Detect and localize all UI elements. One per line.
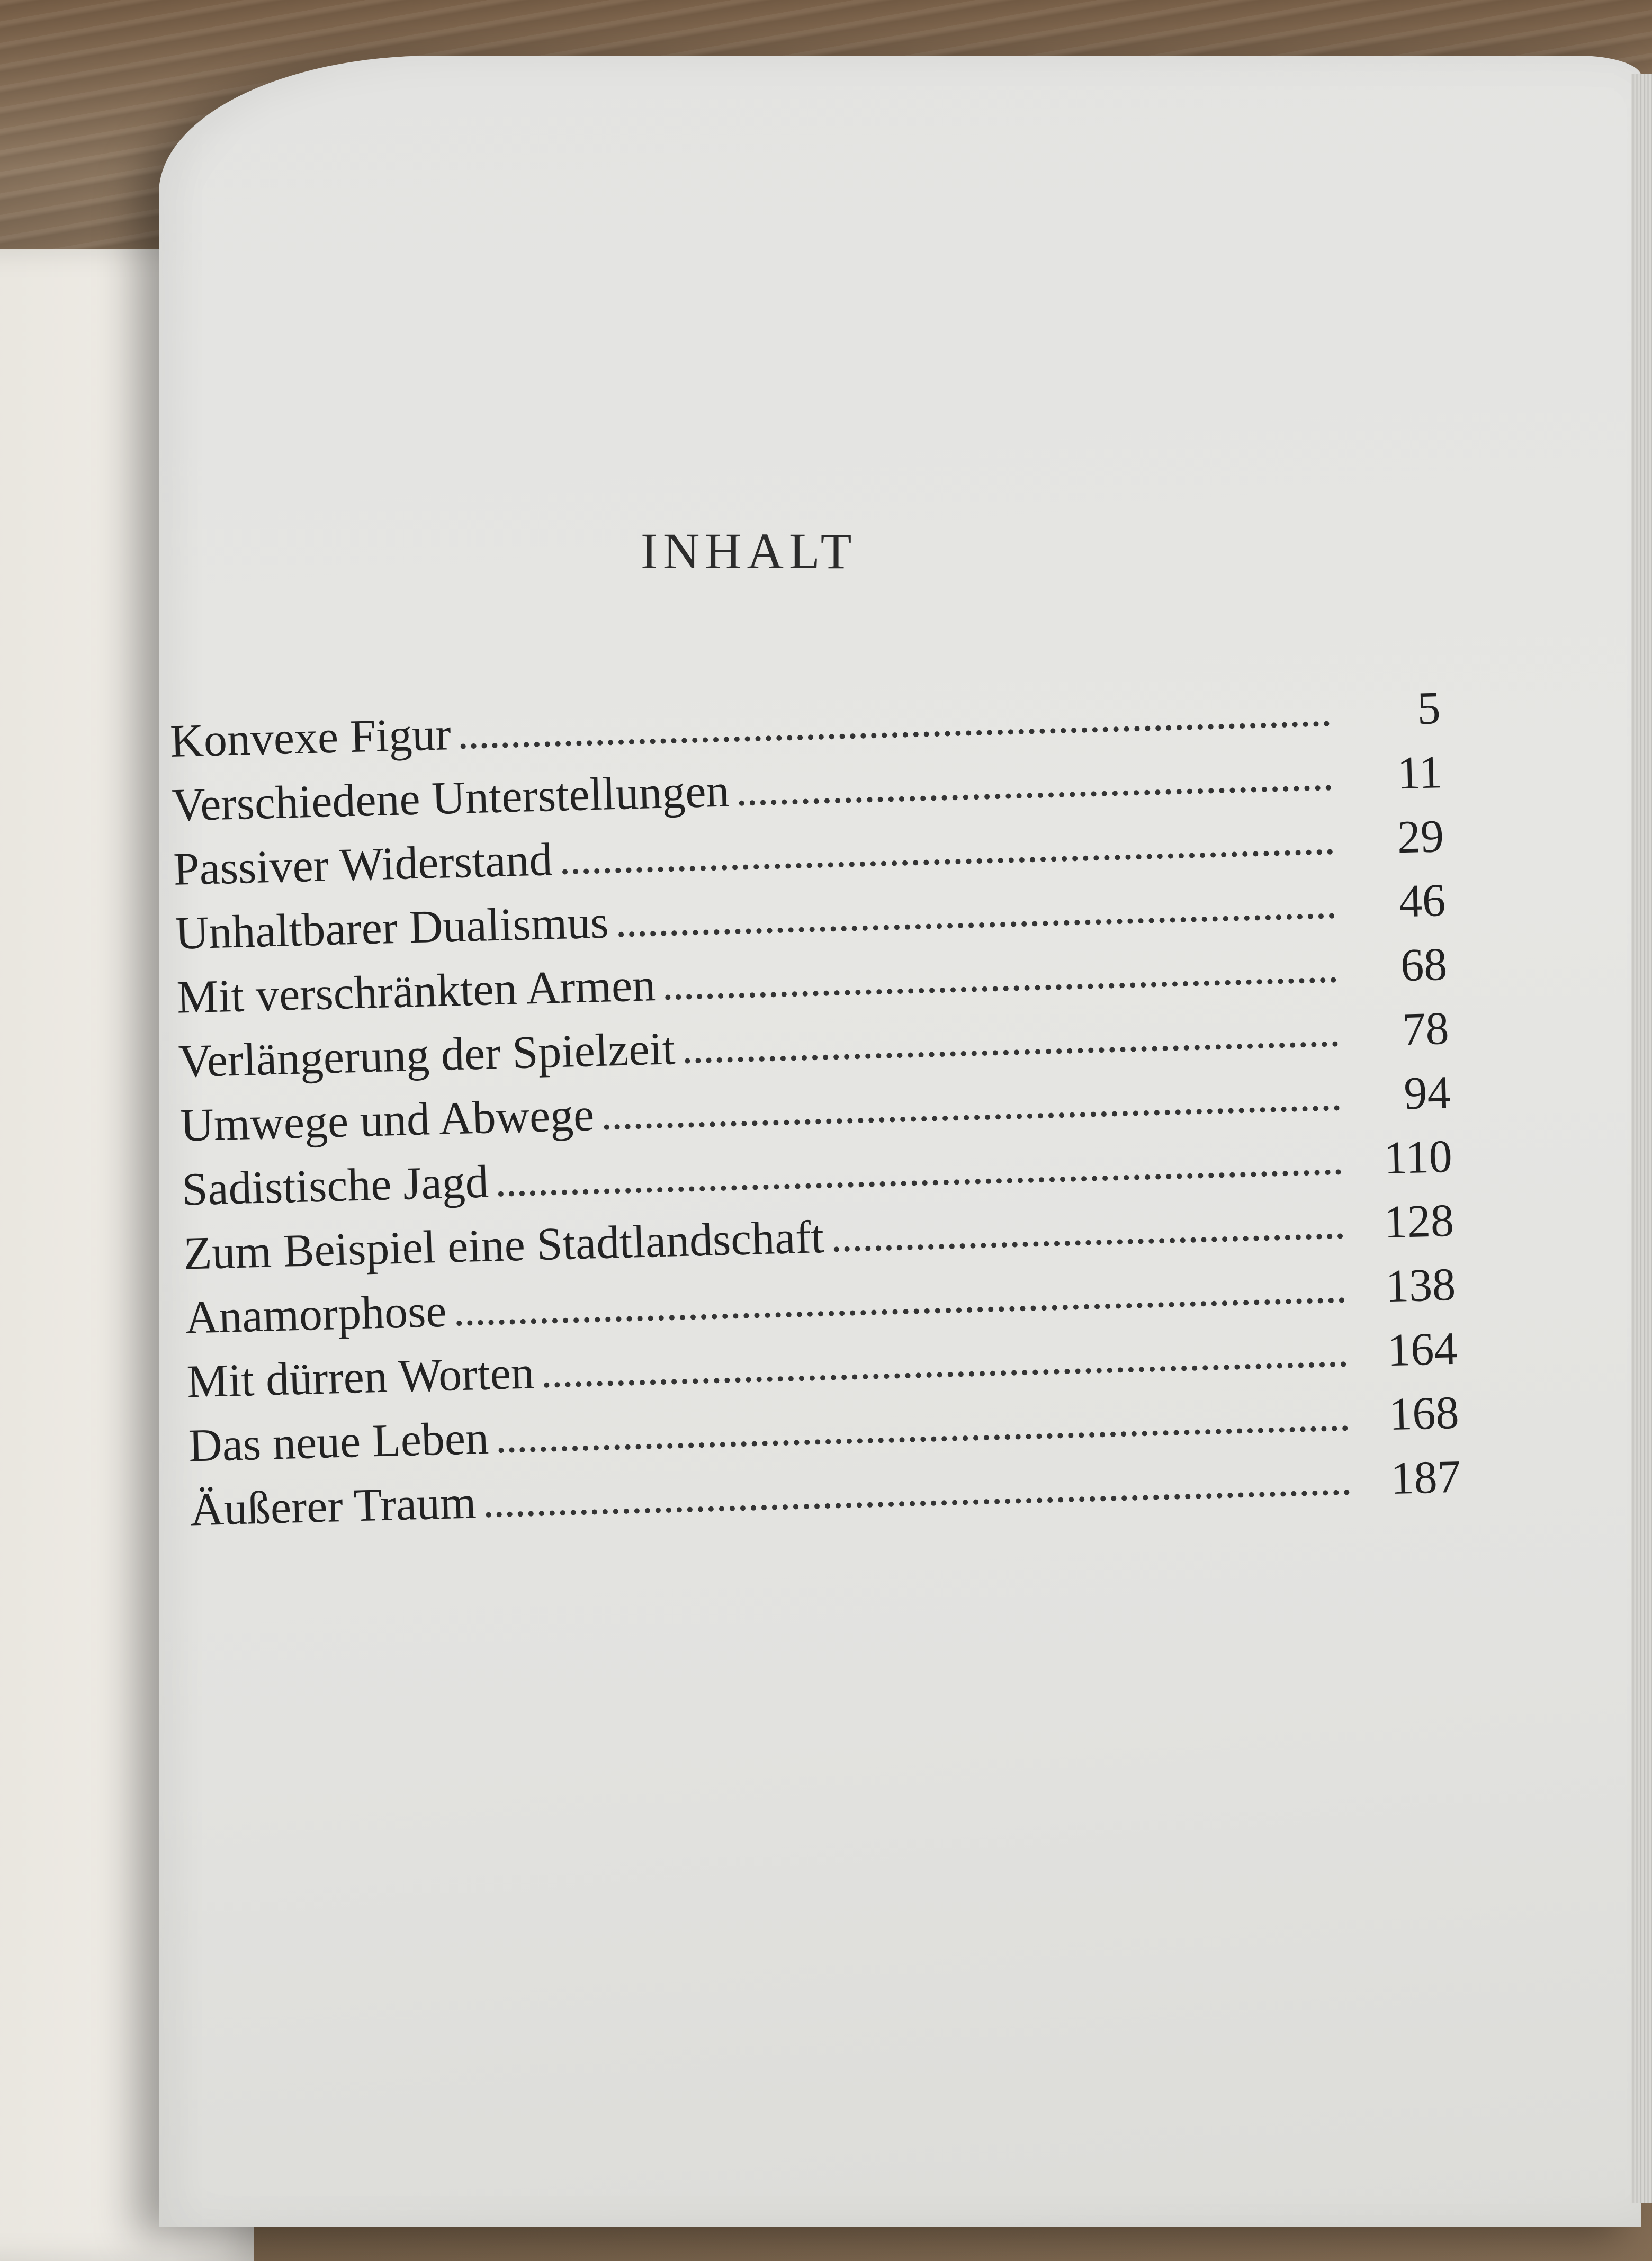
dot-leader bbox=[544, 1361, 1346, 1388]
toc-page-number: 164 bbox=[1386, 1323, 1458, 1377]
toc-page-number: 187 bbox=[1390, 1451, 1461, 1505]
dot-leader bbox=[498, 1425, 1348, 1453]
toc-list bbox=[169, 681, 1461, 1547]
toc-page-number: 94 bbox=[1403, 1066, 1451, 1120]
toc-page-number: 46 bbox=[1398, 875, 1447, 928]
toc-entry-title: Zum Beispiel eine Stadtlandschaft bbox=[183, 1212, 825, 1280]
toc-page-number: 128 bbox=[1383, 1195, 1455, 1249]
dot-leader bbox=[461, 721, 1330, 749]
toc-entry-title: Mit dürren Worten bbox=[186, 1347, 535, 1408]
toc-entry-title: Mit verschränkten Armen bbox=[176, 959, 657, 1024]
toc-page-number: 168 bbox=[1388, 1387, 1460, 1441]
dot-leader bbox=[618, 913, 1335, 937]
dot-leader bbox=[665, 977, 1336, 1000]
toc-page-number: 11 bbox=[1396, 747, 1443, 800]
toc-page-number: 110 bbox=[1383, 1130, 1453, 1185]
toc-page-number: 29 bbox=[1396, 811, 1445, 864]
dot-leader bbox=[498, 1169, 1341, 1197]
dot-leader bbox=[604, 1105, 1340, 1129]
toc-entry-title: Konvexe Figur bbox=[169, 708, 452, 767]
toc-page-number: 68 bbox=[1399, 939, 1448, 992]
toc-page-number: 138 bbox=[1385, 1259, 1457, 1313]
toc-heading: INHALT bbox=[641, 523, 857, 579]
toc-entry-title: Verlängerung der Spielzeit bbox=[177, 1023, 676, 1088]
dot-leader bbox=[833, 1233, 1343, 1252]
toc-entry-title: Umwege und Abwege bbox=[179, 1089, 595, 1152]
toc-entry-title: Das neue Leben bbox=[187, 1412, 490, 1472]
toc-entry-title: Verschiedene Unterstellungen bbox=[171, 765, 730, 831]
dot-leader bbox=[456, 1297, 1345, 1326]
toc-entry-title: Anamorphose bbox=[184, 1285, 447, 1344]
toc-page-number: 78 bbox=[1402, 1002, 1450, 1056]
toc-entry-title: Unhaltbarer Dualismus bbox=[174, 896, 609, 959]
dot-leader bbox=[562, 849, 1333, 875]
toc-entry-title: Passiver Widerstand bbox=[173, 834, 553, 895]
toc-entry-title: Äußerer Traum bbox=[190, 1477, 477, 1536]
dot-leader bbox=[739, 785, 1332, 806]
toc-entry-title: Sadistische Jagd bbox=[181, 1156, 489, 1216]
dot-leader bbox=[685, 1041, 1339, 1063]
toc-page-number: 5 bbox=[1416, 683, 1441, 735]
dot-leader bbox=[486, 1490, 1350, 1518]
